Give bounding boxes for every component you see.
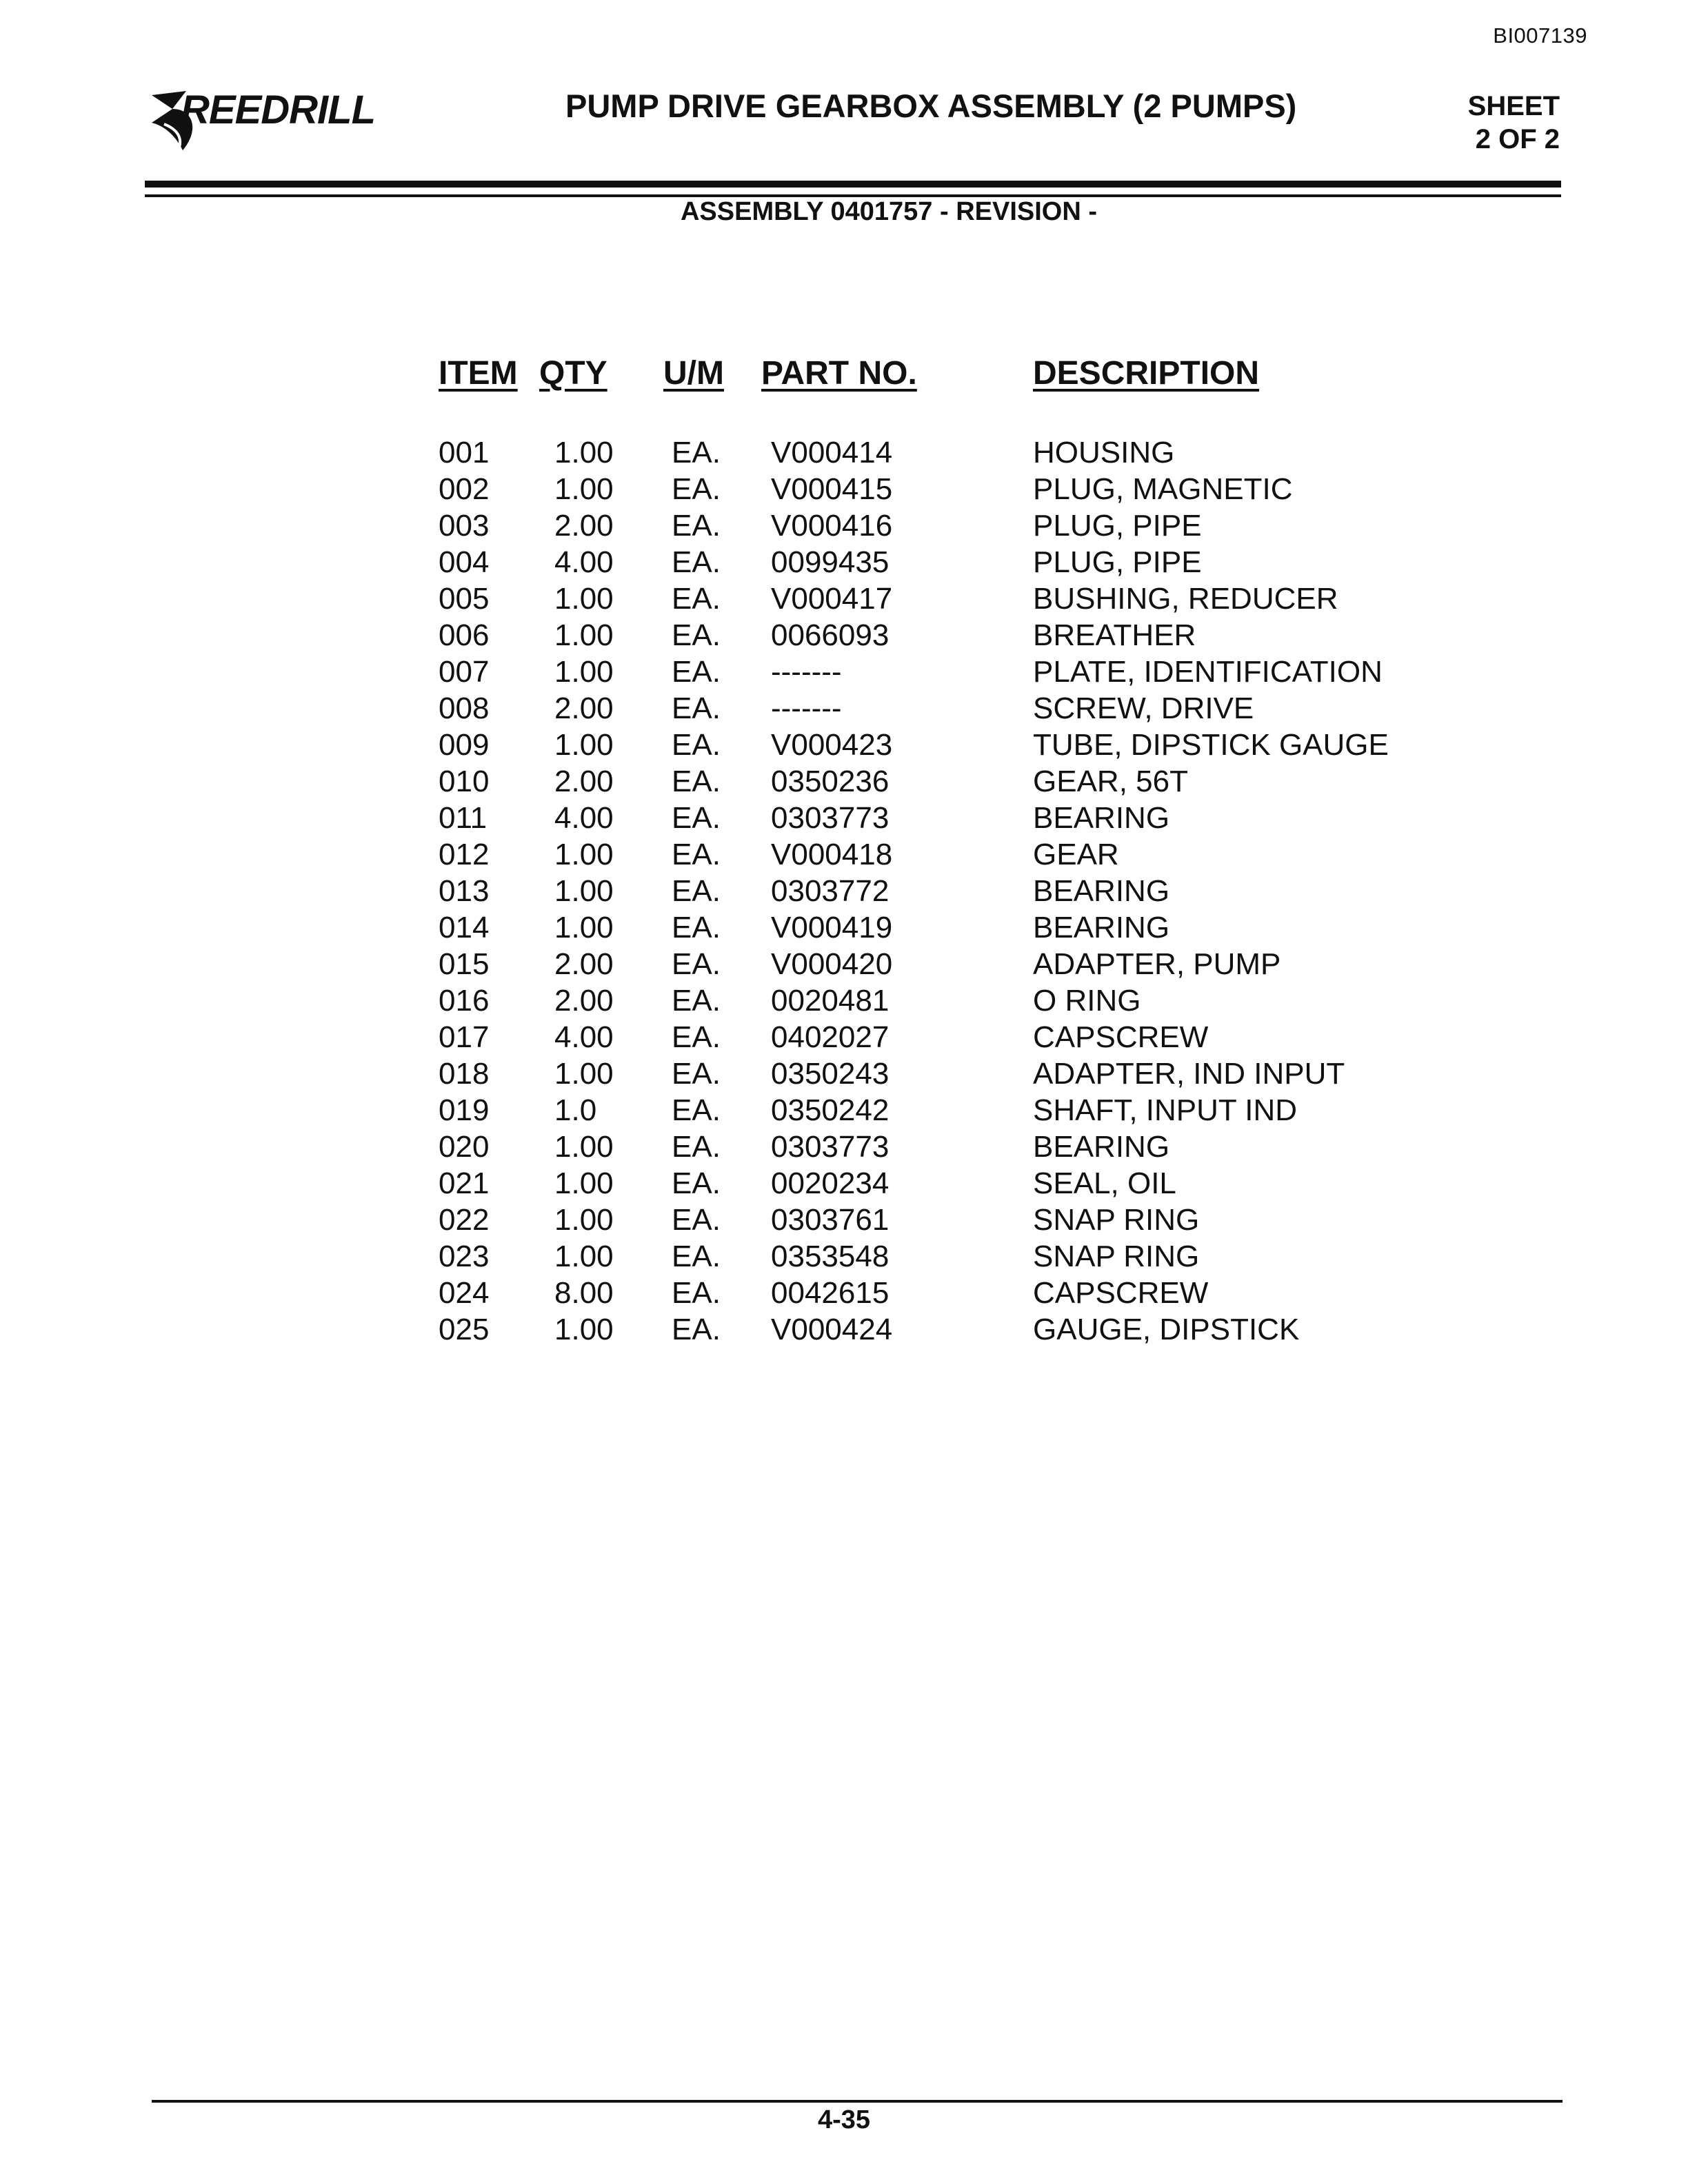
cell-item: 001 [439,436,490,469]
cell-um: EA. [672,1203,721,1237]
cell-qty: 1.00 [554,1313,614,1346]
cell-description: BREATHER [1033,618,1196,652]
cell-um: EA. [672,472,721,506]
cell-item: 013 [439,874,490,908]
cell-description: O RING [1033,984,1141,1018]
cell-description: CAPSCREW [1033,1276,1209,1310]
cell-description: SEAL, OIL [1033,1166,1176,1200]
cell-item: 012 [439,838,490,871]
page-title: PUMP DRIVE GEARBOX ASSEMBLY (2 PUMPS) [565,88,1297,124]
cell-item: 005 [439,582,490,616]
cell-um: EA. [672,765,721,798]
cell-qty: 2.00 [554,509,614,543]
cell-qty: 1.00 [554,472,614,506]
cell-part-no: 0020481 [771,984,890,1018]
cell-qty: 1.00 [554,1166,614,1200]
cell-part-no: 0402027 [771,1020,890,1054]
cell-description: BEARING [1033,1130,1170,1164]
cell-part-no: V000424 [771,1313,893,1346]
cell-qty: 1.0 [554,1093,597,1127]
cell-description: SHAFT, INPUT IND [1033,1093,1298,1127]
cell-qty: 1.00 [554,1203,614,1237]
cell-qty: 2.00 [554,984,614,1018]
cell-um: EA. [672,582,721,616]
cell-qty: 2.00 [554,691,614,725]
cell-description: ADAPTER, IND INPUT [1033,1057,1345,1091]
cell-um: EA. [672,1020,721,1054]
cell-qty: 1.00 [554,618,614,652]
header-description: DESCRIPTION [1033,355,1260,392]
cell-qty: 1.00 [554,655,614,689]
cell-part-no: 0303773 [771,801,890,835]
cell-um: EA. [672,984,721,1018]
cell-part-no: V000415 [771,472,893,506]
cell-item: 018 [439,1057,490,1091]
page-number: 4-35 [817,2105,871,2134]
cell-item: 017 [439,1020,490,1054]
cell-part-no: 0020234 [771,1166,890,1200]
cell-item: 011 [439,801,488,835]
sheet-indicator [1468,90,1560,156]
cell-part-no: 0303772 [771,874,890,908]
cell-description: PLATE, IDENTIFICATION [1033,655,1383,689]
cell-um: EA. [672,801,721,835]
assembly-line: ASSEMBLY 0401757 - REVISION - [680,197,1098,226]
cell-item: 023 [439,1240,490,1273]
cell-qty: 4.00 [554,801,614,835]
cell-qty: 1.00 [554,838,614,871]
cell-um: EA. [672,436,721,469]
cell-item: 006 [439,618,490,652]
cell-um: EA. [672,655,721,689]
cell-description: GEAR, 56T [1033,765,1188,798]
cell-um: EA. [672,1093,721,1127]
cell-um: EA. [672,1240,721,1273]
cell-item: 016 [439,984,490,1018]
cell-qty: 1.00 [554,436,614,469]
cell-part-no: 0099435 [771,545,890,579]
cell-um: EA. [672,1276,721,1310]
cell-part-no: V000414 [771,436,893,469]
cell-um: EA. [672,691,721,725]
cell-qty: 8.00 [554,1276,614,1310]
cell-item: 020 [439,1130,490,1164]
cell-item: 025 [439,1313,490,1346]
cell-part-no: 0350242 [771,1093,890,1127]
cell-description: HOUSING [1033,436,1175,469]
cell-um: EA. [672,509,721,543]
cell-item: 019 [439,1093,490,1127]
cell-part-no: ------- [771,691,842,725]
cell-um: EA. [672,911,721,944]
header-rule-thick [145,181,1561,188]
cell-part-no: 0353548 [771,1240,890,1273]
header-um: U/M [663,355,724,392]
cell-item: 024 [439,1276,490,1310]
cell-qty: 1.00 [554,911,614,944]
cell-part-no: V000417 [771,582,893,616]
cell-part-no: V000419 [771,911,893,944]
cell-part-no: 0350236 [771,765,890,798]
cell-description: TUBE, DIPSTICK GAUGE [1033,728,1389,762]
cell-item: 009 [439,728,490,762]
cell-description: BEARING [1033,911,1170,944]
header-qty: QTY [539,355,607,392]
cell-part-no: 0303761 [771,1203,890,1237]
cell-um: EA. [672,874,721,908]
cell-qty: 2.00 [554,947,614,981]
cell-item: 007 [439,655,490,689]
cell-description: GEAR [1033,838,1119,871]
cell-part-no: V000416 [771,509,893,543]
document-id: BI007139 [1493,23,1587,48]
cell-description: BEARING [1033,874,1170,908]
cell-description: SNAP RING [1033,1203,1200,1237]
cell-part-no: V000418 [771,838,893,871]
cell-item: 004 [439,545,490,579]
cell-description: BUSHING, REDUCER [1033,582,1338,616]
cell-description: BEARING [1033,801,1170,835]
cell-item: 014 [439,911,490,944]
cell-item: 002 [439,472,490,506]
cell-qty: 1.00 [554,1240,614,1273]
cell-qty: 1.00 [554,1057,614,1091]
cell-qty: 2.00 [554,765,614,798]
cell-qty: 4.00 [554,545,614,579]
cell-um: EA. [672,545,721,579]
cell-qty: 4.00 [554,1020,614,1054]
cell-description: ADAPTER, PUMP [1033,947,1281,981]
cell-um: EA. [672,947,721,981]
cell-um: EA. [672,838,721,871]
cell-qty: 1.00 [554,728,614,762]
cell-part-no: V000420 [771,947,893,981]
cell-description: SCREW, DRIVE [1033,691,1254,725]
cell-description: PLUG, PIPE [1033,545,1202,579]
cell-um: EA. [672,728,721,762]
cell-item: 022 [439,1203,490,1237]
cell-item: 008 [439,691,490,725]
cell-qty: 1.00 [554,582,614,616]
cell-description: GAUGE, DIPSTICK [1033,1313,1300,1346]
cell-description: PLUG, PIPE [1033,509,1202,543]
cell-item: 015 [439,947,490,981]
header-part-no: PART NO. [761,355,917,392]
cell-part-no: 0066093 [771,618,890,652]
cell-um: EA. [672,618,721,652]
cell-um: EA. [672,1130,721,1164]
footer-rule [152,2100,1563,2103]
cell-qty: 1.00 [554,1130,614,1164]
cell-part-no: ------- [771,655,842,689]
cell-um: EA. [672,1166,721,1200]
cell-part-no: V000423 [771,728,893,762]
sheet-number: 2 OF 2 [1475,124,1560,154]
cell-description: PLUG, MAGNETIC [1033,472,1293,506]
brand-wordmark: REEDRILL [181,88,375,132]
cell-part-no: 0303773 [771,1130,890,1164]
cell-um: EA. [672,1057,721,1091]
header-item: ITEM [439,355,518,392]
cell-item: 010 [439,765,490,798]
cell-item: 003 [439,509,490,543]
cell-description: SNAP RING [1033,1240,1200,1273]
cell-description: CAPSCREW [1033,1020,1209,1054]
brand-logo [145,88,375,157]
cell-item: 021 [439,1166,490,1200]
sheet-label: SHEET [1467,91,1560,121]
cell-part-no: 0042615 [771,1276,890,1310]
cell-um: EA. [672,1313,721,1346]
cell-part-no: 0350243 [771,1057,890,1091]
cell-qty: 1.00 [554,874,614,908]
